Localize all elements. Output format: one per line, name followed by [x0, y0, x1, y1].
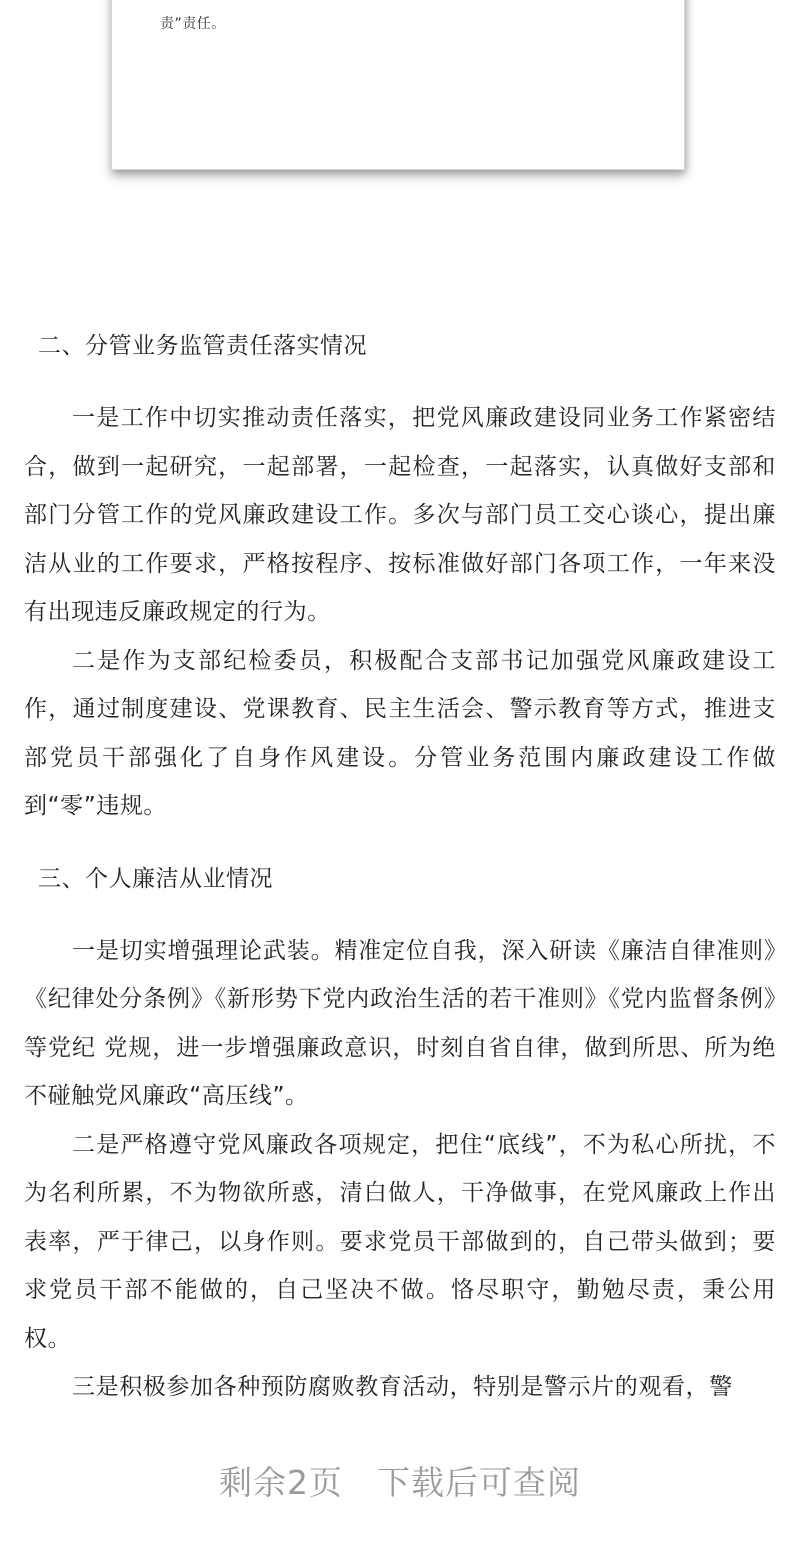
previous-page-tail-text: 责”责任。: [160, 16, 226, 32]
document-body: [24, 322, 776, 1412]
section-supervision: [24, 322, 776, 831]
paragraph: 一是切实增强理论武装。精准定位自我，深入研读《廉洁自律准则》《纪律处分条例》《新形势下党内政治生活的若干准则》《党内监督条例》等党纪 党规，进一步增强廉政意识，时刻自省自律，做到所思、所为绝不碰触党风廉政“高压线”。: [24, 937, 776, 1109]
paragraph: 二是严格遵守党风廉政各项规定，把住“底线”，不为私心所扰，不为名利所累，不为物欲所惑，清白做人，干净做事，在党风廉政上作出表率，严于律己，以身作则。要求党员干部做到的，自己带头做到；要求党员干部不能做的，自己坚决不做。恪尽职守，勤勉尽责，秉公用权。: [24, 1131, 776, 1352]
paragraph: 三是积极参加各种预防腐败教育活动，特别是警示片的观看，警: [72, 1374, 733, 1400]
paragraph: 一是工作中切实推动责任落实，把党风廉政建设同业务工作紧密结合，做到一起研究，一起部署，一起检查，一起落实，认真做好支部和部门分管工作的党风廉政建设工作。多次与部门员工交心谈心，提出廉洁从业的工作要求，严格按程序、按标准做好部门各项工作，一年来没有出现违反廉政规定的行为。: [24, 405, 776, 625]
section-personal-integrity: [24, 855, 776, 1412]
section-heading: 二、分管业务监管责任落实情况: [38, 333, 367, 359]
previous-page-card: [111, 0, 685, 170]
download-more-pages-link[interactable]: 剩余2页 下载后可查阅: [219, 1463, 581, 1502]
paragraph: 二是作为支部纪检委员，积极配合支部书记加强党风廉政建设工作，通过制度建设、党课教育、民主生活会、警示教育等方式，推进支部党员干部强化了自身作风建设。分管业务范围内廉政建设工作做到“零”违规。: [24, 647, 776, 819]
section-divider-space: [24, 831, 776, 855]
section-heading: 三、个人廉洁从业情况: [38, 865, 273, 892]
